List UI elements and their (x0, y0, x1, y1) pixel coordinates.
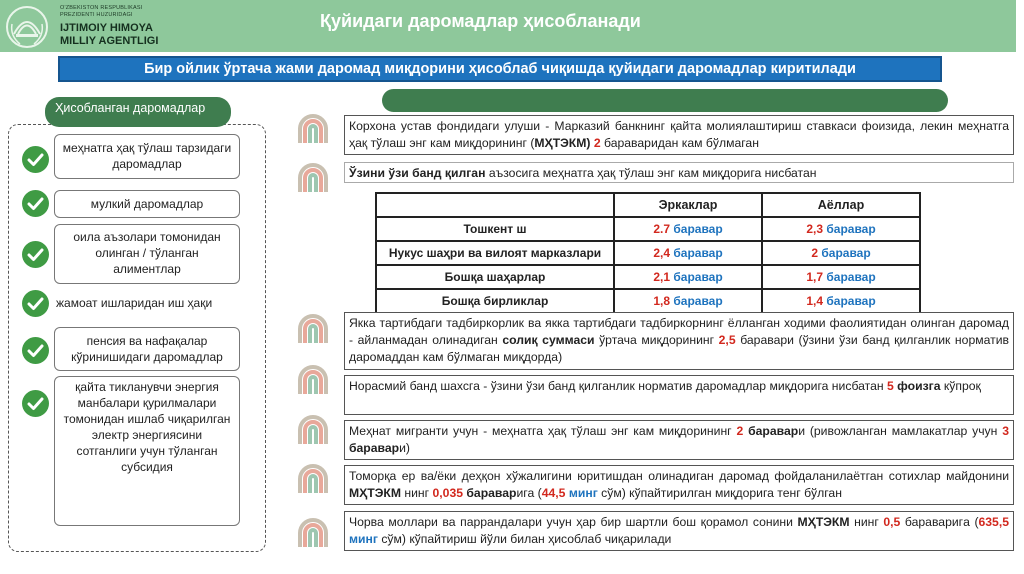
rainbow-icon (296, 412, 330, 446)
logo-line-4: MILLIY AGENTLIGI (60, 35, 159, 47)
table-header-cell: Аёллар (762, 193, 920, 217)
check-icon (22, 337, 49, 364)
income-rule-self-employed: Ўзини ўзи банд қилган аъзосига меҳнатга ҳақ тўлаш энг кам миқдорига нисбатан (344, 162, 1014, 183)
row-label: Бошқа бирликлар (376, 289, 614, 313)
rainbow-icon (296, 160, 330, 194)
page-title: Қуйидаги даромадлар ҳисобланади (320, 11, 641, 31)
table-header-row (376, 193, 920, 217)
female-rate: 2 баравар (762, 241, 920, 265)
row-label: Тошкент ш (376, 217, 614, 241)
male-rate: 2,1 баравар (614, 265, 762, 289)
table-row (376, 265, 920, 289)
income-rule-informal: Норасмий банд шахсга - ўзини ўзи банд қилганлик норматив даромадлар миқдорига нисбатан 5 фоизга кўпроқ (344, 375, 1014, 415)
header-bar (0, 0, 1016, 52)
logo-line-2: PREZIDENTI HUZURIDAGI (60, 12, 133, 18)
table-row (376, 241, 920, 265)
emblem-icon (4, 4, 50, 50)
male-rate: 2.7 баравар (614, 217, 762, 241)
section-pill-empty (382, 89, 948, 112)
income-item: пенсия ва нафақалар кўринишидаги даромадлар (54, 327, 240, 371)
row-label: Нукус шаҳри ва вилоят марказлари (376, 241, 614, 265)
income-rule-share: Корхона устав фондидаги улуши - Марказий банкнинг қайта молиялаштириш ставкаси фоизида, лекин меҳнатга ҳақ тўлаш энг кам миқдорининг (МҲТЭКМ) 2 бараваридан кам бўлмаган (344, 115, 1014, 155)
female-rate: 1,4 баравар (762, 289, 920, 313)
income-rule-livestock: Чорва моллари ва паррандалари учун ҳар бир шартли бош қорамол сонини МҲТЭКМ нинг 0,5 бараваригa (635,5 минг сўм) кўпайтириш йўли билан ҳисоблаб чиқарилади (344, 511, 1014, 551)
rainbow-icon (296, 111, 330, 145)
table-row (376, 289, 920, 313)
income-item: қайта тикланувчи энергия манбалари қурилмалари томонидан ишлаб чиқарилган электр энергиясини сотганлиги учун тўланган субсидия (54, 376, 240, 526)
income-item: мулкий даромадлар (54, 190, 240, 218)
rainbow-icon (296, 362, 330, 396)
female-rate: 1,7 баравар (762, 265, 920, 289)
income-item: оила аъзолари томонидан олинган / тўланган алиментлар (54, 224, 240, 284)
income-item: меҳнатга ҳақ тўлаш тарзидаги даромадлар (54, 134, 240, 179)
logo-line-3: IJTIMOIY HIMOYA (60, 22, 153, 34)
table-header-cell: Эркаклар (614, 193, 762, 217)
rainbow-icon (296, 311, 330, 345)
check-icon (22, 190, 49, 217)
subtitle-banner: Бир ойлик ўртача жами даромад миқдорини ҳисоблаб чиқишда қуйидаги даромадлар киритилади (58, 56, 942, 82)
income-rule-entrepreneur: Якка тартибдаги тадбиркорлик ва якка тартибдаги тадбиркорнинг ёлланган ходими фаолиятидан олинган даромад - айланмадан олинадиган солиқ суммаси ўртача миқдорининг 2,5 баравари (ўзини ўзи банд қилганлик норматив даромаддан кам бўлмаган миқдорда) (344, 312, 1014, 370)
check-icon (22, 390, 49, 417)
income-rule-land: Томорқа ер ва/ёки деҳқон хўжалигини юритишдан олинадиган даромад фойдаланилаётган сотихлар майдонини МҲТЭКМ нинг 0,035 бараварига (44,5 минг сўм) кўпайтирилган миқдорига тенг бўлган (344, 465, 1014, 505)
row-label: Бошқа шаҳарлар (376, 265, 614, 289)
rainbow-icon (296, 461, 330, 495)
logo-line-1: O'ZBEKISTON RESPUBLIKASI (60, 5, 143, 11)
table-row (376, 217, 920, 241)
income-item: жамоат ишларидан иш ҳақи (56, 296, 213, 310)
male-rate: 1,8 баравар (614, 289, 762, 313)
check-icon (22, 290, 49, 317)
check-icon (22, 241, 49, 268)
male-rate: 2,4 баравар (614, 241, 762, 265)
agency-logo (0, 0, 190, 52)
self-employed-rates-table (375, 192, 921, 314)
calculated-incomes-title: Ҳисобланган даромадлар (45, 97, 231, 127)
income-rule-migrant: Меҳнат мигранти учун - меҳнатга ҳақ тўлаш энг кам миқдорининг 2 баравари (ривожланган мамлакатлар учун 3 баравари) (344, 420, 1014, 460)
check-icon (22, 146, 49, 173)
female-rate: 2,3 баравар (762, 217, 920, 241)
rainbow-icon (296, 515, 330, 549)
table-header-cell (376, 193, 614, 217)
